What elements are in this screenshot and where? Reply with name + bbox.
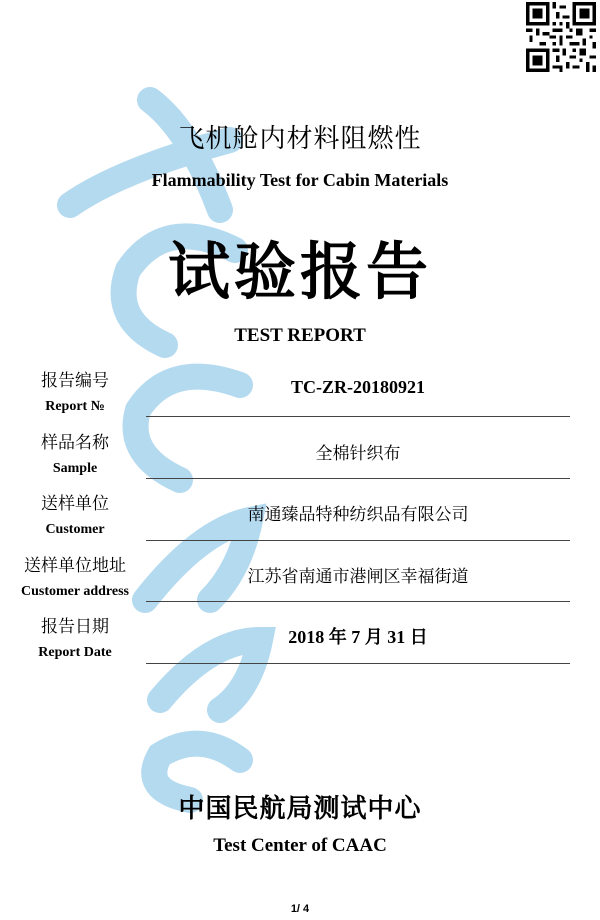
org-name-cn: 中国民航局测试中心: [178, 794, 422, 824]
field-label-en-customer: Customer: [45, 522, 105, 537]
title-en: Flammability Test for Cabin Materials: [151, 170, 449, 190]
field-label-cn-report-no: 报告编号: [41, 371, 109, 391]
title-cn: 飞机舱内材料阻燃性: [178, 124, 422, 154]
field-value-report-date: 2018 年 7 月 31 日: [288, 627, 428, 647]
field-label-cn-sample: 样品名称: [41, 433, 109, 453]
field-underline: [146, 663, 570, 664]
field-label-en-report-date: Report Date: [38, 645, 112, 660]
org-name-en: Test Center of CAAC: [213, 835, 387, 856]
field-label-cn-report-date: 报告日期: [41, 617, 109, 637]
field-value-sample: 全棉针织布: [315, 444, 401, 464]
field-label-cn-customer-address: 送样单位地址: [24, 556, 126, 576]
watermark-t-stem: [150, 100, 220, 210]
page-number: 1/ 4: [290, 903, 310, 915]
report-title-en: TEST REPORT: [234, 325, 366, 346]
field-underline: [146, 478, 570, 479]
field-value-customer: 南通臻品特种纺织品有限公司: [247, 505, 469, 525]
field-value-report-no: TC-ZR-20180921: [291, 377, 425, 397]
field-label-en-sample: Sample: [52, 461, 98, 476]
report-title-cn: 试验报告: [167, 235, 432, 308]
watermark-a2: [160, 640, 260, 710]
field-label-cn-customer: 送样单位: [41, 494, 109, 514]
field-underline: [146, 601, 570, 602]
field-label-en-report-no: Report №: [45, 399, 105, 414]
field-underline: [146, 540, 570, 541]
watermark-a1: [145, 520, 250, 600]
qr-code-icon: [526, 2, 596, 72]
field-label-en-customer-address: Customer address: [21, 584, 129, 599]
field-underline: [146, 416, 570, 417]
field-value-customer-address: 江苏省南通市港闸区幸福街道: [247, 567, 469, 587]
